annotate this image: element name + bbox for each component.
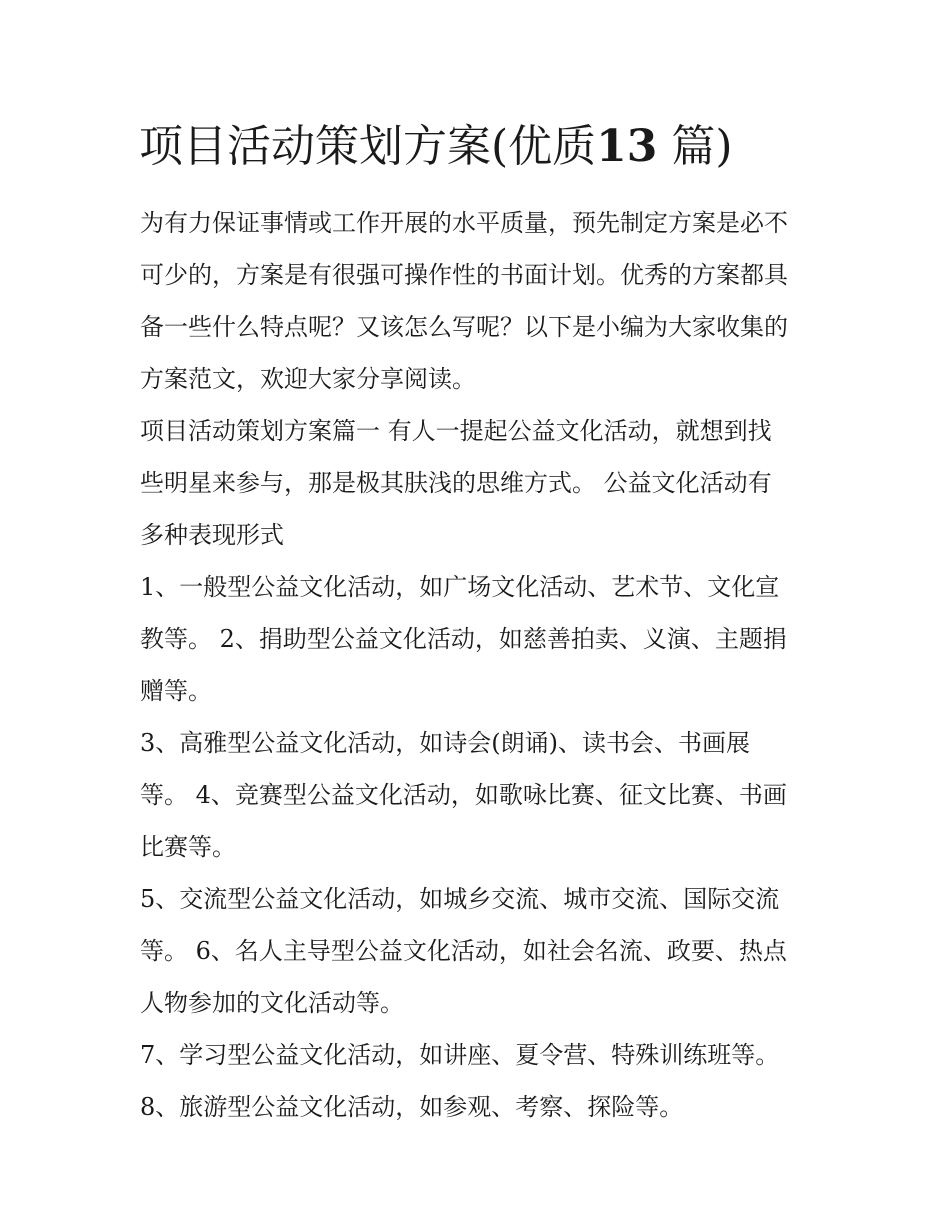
- text-line: 人物参加的文化活动等。: [140, 989, 404, 1017]
- text-line: 7、学习型公益文化活动，如讲座、夏令营、特殊训练班等。: [140, 1041, 780, 1069]
- text-line: 5、交流型公益文化活动，如城乡交流、城市交流、国际交流: [140, 885, 780, 913]
- text-line: 方案范文，欢迎大家分享阅读。: [140, 365, 476, 393]
- title-suffix: 篇): [671, 121, 733, 172]
- text-line: 教等。 2、捐助型公益文化活动，如慈善拍卖、义演、主题捐: [140, 625, 787, 653]
- text-line: 为有力保证事情或工作开展的水平质量，预先制定方案是必不: [140, 209, 788, 237]
- text-line: 赠等。: [140, 677, 212, 705]
- text-line: 些明星来参与，那是极其肤浅的思维方式。 公益文化活动有: [140, 469, 772, 497]
- title-number: 13: [596, 121, 658, 172]
- document-body: [140, 197, 820, 1133]
- text-line: 项目活动策划方案篇一 有人一提起公益文化活动，就想到找: [140, 417, 772, 445]
- text-line: 比赛等。: [140, 833, 236, 861]
- text-line: 3、高雅型公益文化活动，如诗会(朗诵)、读书会、书画展: [140, 729, 750, 757]
- page-title: [139, 117, 839, 177]
- text-line: 等。 4、竞赛型公益文化活动，如歌咏比赛、征文比赛、书画: [140, 781, 787, 809]
- text-line: 1、一般型公益文化活动，如广场文化活动、艺术节、文化宣: [140, 573, 780, 601]
- title-prefix: 项目活动策划方案(优质: [139, 121, 597, 172]
- text-line: 备一些什么特点呢？又该怎么写呢？以下是小编为大家收集的: [140, 313, 788, 341]
- text-line: 可少的，方案是有很强可操作性的书面计划。优秀的方案都具: [140, 261, 788, 289]
- text-line: 多种表现形式: [140, 521, 284, 549]
- text-line: 8、旅游型公益文化活动，如参观、考察、探险等。: [140, 1093, 684, 1121]
- text-line: 等。 6、名人主导型公益文化活动，如社会名流、政要、热点: [140, 937, 787, 965]
